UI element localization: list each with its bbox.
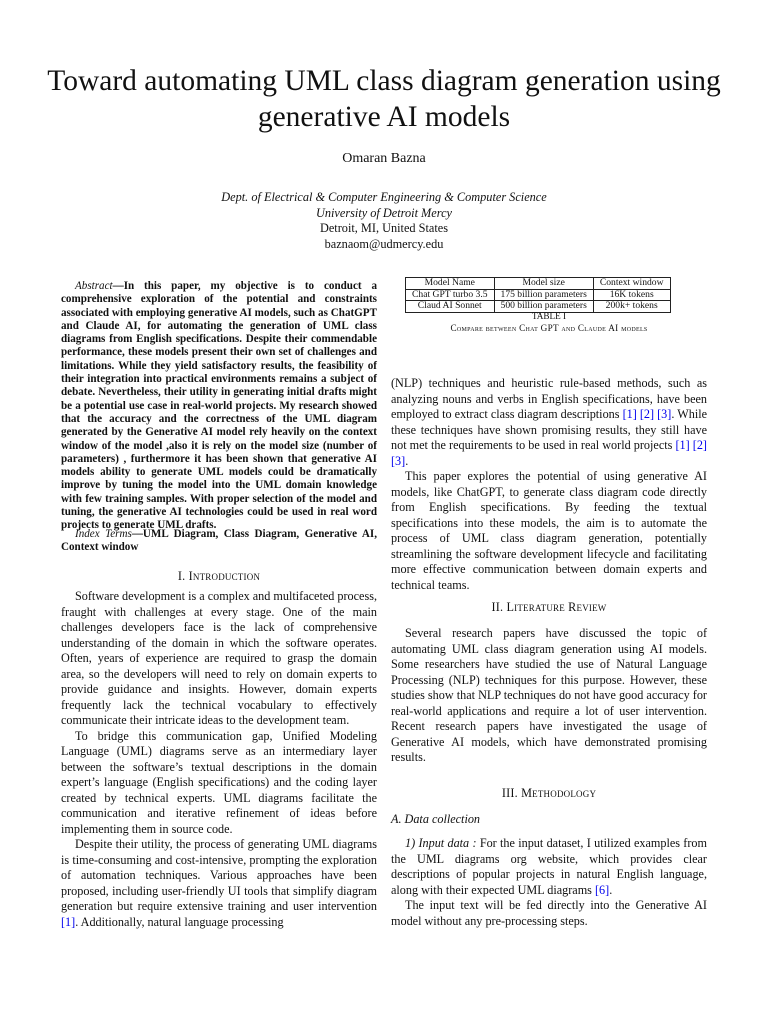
table-cell: 500 billion parameters [494, 301, 593, 313]
citation-link[interactable]: [1] [675, 438, 690, 452]
affiliation-university: University of Detroit Mercy [315, 205, 453, 220]
affiliation [0, 190, 768, 252]
data-collection-body [391, 836, 707, 929]
author-name: Omaran Bazna [342, 151, 426, 166]
body-paragraph: Several research papers have discussed the topic of automating UML class diagram generation using AI models. Some researchers have studied the use of Natural Language Processing (NLP) techniques for this purpose. However, these studies show that NLP techniques do not have good accuracy for real-world applications and require a lot of user intervention. Recent research papers have investigated the usage of Generative AI models, which have demonstrated promising results. [391, 626, 707, 764]
table-header-cell: Model Name [406, 278, 495, 290]
index-terms-label: Index Terms [75, 528, 132, 540]
abstract-label: Abstract [75, 280, 113, 292]
introduction-body [61, 589, 377, 930]
intro-paragraph: Despite their utility, the process of generating UML diagrams is time-consuming and cost-intensive, prompting the exploration of automation techniques. Various approaches have been proposed, including user-friendly UI tools that simplify diagram generation but require extensive training and user intervention [1]. Additionally, natural language processing [61, 837, 377, 929]
citation-link[interactable]: [1] [61, 914, 76, 929]
literature-review-body [391, 626, 707, 766]
citation-link[interactable]: [1] [622, 407, 637, 421]
section-heading-introduction: I. Introduction [177, 569, 261, 583]
affiliation-dept: Dept. of Electrical & Computer Engineering & Computer Science [221, 190, 547, 204]
table-cell: 200k+ tokens [593, 301, 670, 313]
intro-paragraph: To bridge this communication gap, Unified Modeling Language (UML) diagrams serve as an intermediary layer between the software’s textual descriptions in the domain expert’s language (English specifications) and the coding layer created by technical experts. UML diagrams facilitate the communication and iterative refinement of ideas before implementing them in source code. [61, 728, 377, 836]
table-cell: Claud AI Sonnet [406, 301, 495, 313]
body-paragraph: 1) Input data : For the input dataset, I utilized examples from the UML diagrams org website, which provides clear descriptions of popular projects in natural English language, along with their expected UML diagrams [6]. [391, 836, 707, 897]
citation-link[interactable]: [6] [594, 882, 610, 897]
subsection-heading-data-collection: A. Data collection [391, 812, 481, 826]
affiliation-location: Detroit, MI, United States [319, 221, 449, 236]
table-cell: 175 billion parameters [494, 289, 593, 301]
table-header-cell: Model size [494, 278, 593, 290]
nlp-paragraphs [391, 376, 707, 593]
table-caption: Compare between Chat GPT and Claude AI models [450, 323, 648, 333]
citation-link[interactable]: [3] [391, 453, 406, 468]
comparison-table [405, 277, 671, 313]
body-paragraph: (NLP) techniques and heuristic rule-based methods, such as analyzing nouns and verbs in English specifications, have been employed to extract class diagram descriptions [1] [2] [3]. While these techniques have shown promising results, they still have not met the requirements to be used in real world projects [1] [2] [3]. [391, 376, 708, 468]
body-paragraph: This paper explores the potential of using generative AI models, like ChatGPT, to generate class diagram code directly from English specifications. By feeding the textual specifications into these models, the aim is to automate the process of UML class diagram generation, potentially streamlining the software development lifecycle and facilitating more effective communication between domain experts and technical teams. [391, 469, 707, 592]
section-heading-methodology: III. Methodology [501, 786, 597, 800]
table-cell: Chat GPT turbo 3.5 [406, 289, 495, 301]
citation-link[interactable]: [2] [639, 407, 655, 421]
index-terms-text: —UML Diagram, Class Diagram, Generative AI, Context window [61, 528, 377, 554]
table-row [406, 289, 671, 301]
paragraph-heading: 1) Input data : [405, 836, 477, 850]
table-header-row [406, 278, 671, 290]
intro-paragraph: Software development is a complex and multifaceted process, fraught with challenges at every stage. One of the main challenges developers face is the lack of comprehensive understanding of the domain in which the software operates. Often, years of experience are required to grasp the domain area, so the developers will need to rely on domain experts to provide guidance and insights. However, domain experts frequently lack the technical vocabulary to effectively communicate their intricate ideas to the development team. [61, 589, 377, 727]
table-cell: 16K tokens [593, 289, 670, 301]
body-paragraph: The input text will be fed directly into the Generative AI model without any pre-processing steps. [391, 898, 707, 928]
affiliation-email: baznaom@udmercy.edu [324, 236, 444, 251]
index-terms [61, 528, 377, 555]
abstract [61, 280, 377, 533]
paper-title: Toward automating UML class diagram generation using generative AI models [47, 65, 721, 133]
citation-link[interactable]: [2] [692, 438, 707, 452]
citation-link[interactable]: [3] [657, 407, 672, 421]
section-heading-literature-review: II. Literature Review [491, 600, 607, 614]
table-header-cell: Context window [593, 278, 670, 290]
table-caption-label: TABLE I [531, 311, 567, 321]
abstract-text: —In this paper, my objective is to conduct a comprehensive exploration of the potential and constraints associated with employing generative AI models, such as ChatGPT and Claude AI, for automating the generation of UML class diagrams from English specifications. Despite their commendable performance, these models present their own set of challenges and limitations. While they yield satisfactory results, the feasibility of their integration into practical environments remains a subject of debate. Nevertheless, their utility in generating initial drafts might be a potential use case in real-world projects. My research showed that the accuracy and the correctness of the UML diagram generated by the Generative AI model rely heavily on the context window of the model ,also it is rely on the model size (number of parameters) , furthermore it has been shown that generative AI models ability to generate UML models could be dramatically improve by tuning the model into the UML domain knowledge with few training samples. With proper selection of the model and tuning, the generative AI technologies could be used in real word projects to generate UML drafts. [61, 280, 377, 532]
